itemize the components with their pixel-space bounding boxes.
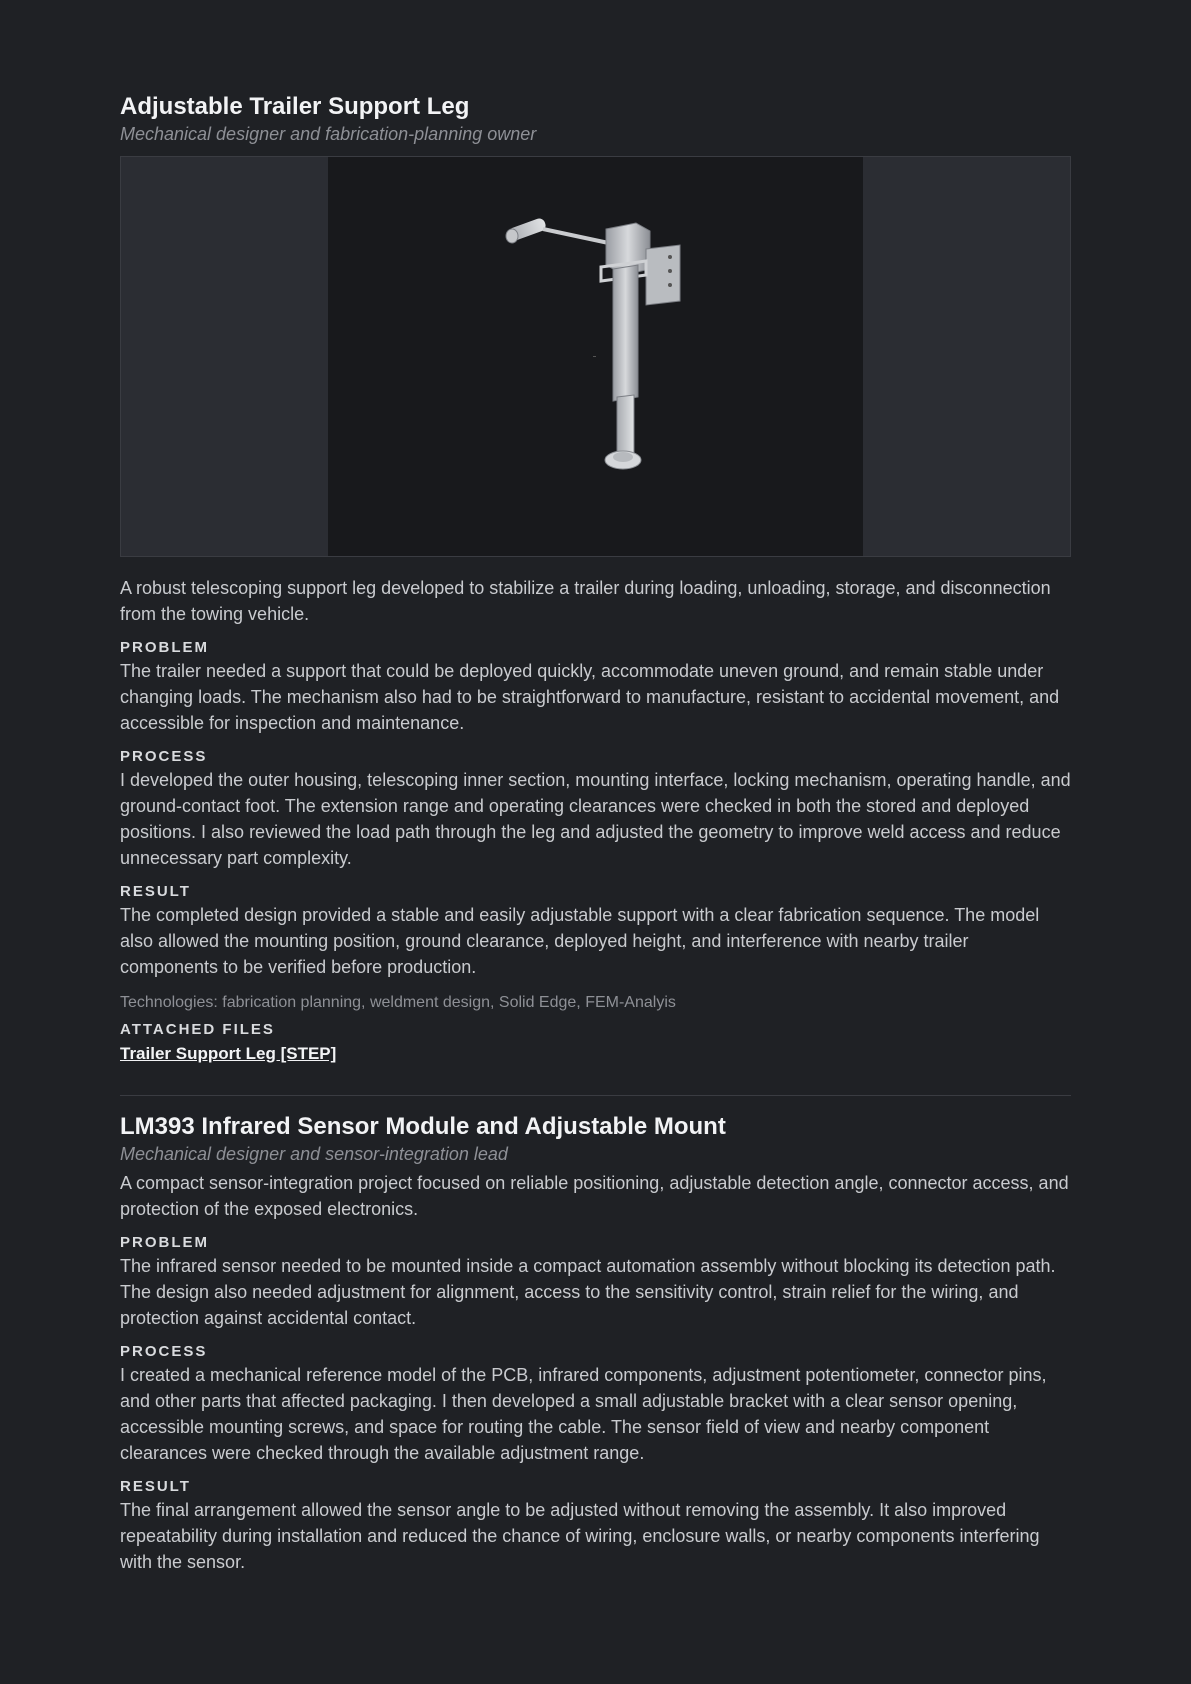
process-text: I developed the outer housing, telescoping inner section, mounting interface, locking mechanism, operating handle, and ground-contact foot. The extension range and operating clearances were checked in both the stored and deployed positions. I also reviewed the load path through the leg and adjusted the geometry to improve weld access and reduce unnecessary part complexity. — [120, 770, 1071, 868]
problem-label: PROBLEM — [120, 1234, 209, 1251]
result-text: The completed design provided a stable and easily adjustable support with a clear fabrication sequence. The model also allowed the mounting position, ground clearance, deployed height, and interference with nearby trailer components to be verified before production. — [120, 905, 1040, 977]
attached-files-label: ATTACHED FILES — [120, 1021, 275, 1038]
project-summary: A robust telescoping support leg developed to stabilize a trailer during loading, unloading, storage, and disconnection from the towing vehicle. — [120, 578, 1051, 624]
project-summary: A compact sensor-integration project focused on reliable positioning, adjustable detection angle, connector access, and protection of the exposed electronics. — [120, 1173, 1069, 1219]
result-label: RESULT — [120, 883, 191, 900]
process-text: I created a mechanical reference model of the PCB, infrared components, adjustment potentiometer, connector pins, and other parts that affected packaging. I then developed a small adjustable bracket with a clear sensor opening, accessible mounting screws, and space for routing the cable. The sensor field of view and nearby component clearances were checked through the available adjustment range. — [120, 1365, 1047, 1463]
trailer-leg-render — [328, 157, 863, 556]
outer-housing — [613, 265, 638, 401]
project-role: Mechanical designer and sensor-integration lead — [120, 1144, 508, 1164]
technologies-text: Technologies: fabrication planning, weldment design, Solid Edge, FEM-Analyis — [120, 994, 676, 1011]
step-file-link[interactable]: Trailer Support Leg [STEP] — [120, 1044, 337, 1063]
result-text: The final arrangement allowed the sensor angle to be adjusted without removing the assembly. It also improved repeatability during installation and reduced the chance of wiring, enclosure walls, or nearby components interfering with the sensor. — [120, 1500, 1040, 1572]
problem-text: The infrared sensor needed to be mounted inside a compact automation assembly without blocking its detection path. The design also needed adjustment for alignment, access to the sensitivity control, strain relief for the wiring, and protection against accidental contact. — [120, 1256, 1056, 1328]
portfolio-page — [120, 92, 1071, 1575]
project-image-frame — [120, 156, 1071, 557]
project-trailer-leg — [120, 92, 1071, 1065]
project-divider — [120, 1095, 1071, 1096]
ground-foot — [605, 451, 641, 469]
process-label: PROCESS — [120, 748, 208, 765]
inner-section — [617, 395, 634, 459]
process-label: PROCESS — [120, 1343, 208, 1360]
problem-label: PROBLEM — [120, 639, 209, 656]
project-title: LM393 Infrared Sensor Module and Adjustable Mount — [120, 1113, 726, 1140]
trailer-leg-model-image — [328, 157, 863, 556]
project-ir-sensor — [120, 1112, 1071, 1575]
problem-text: The trailer needed a support that could be deployed quickly, accommodate uneven ground, and remain stable under changing loads. The mechanism also had to be straightforward to manufacture, resistant to accidental movement, and accessible for inspection and maintenance. — [120, 661, 1060, 733]
crank-handle — [506, 217, 618, 245]
result-label: RESULT — [120, 1478, 191, 1495]
project-role: Mechanical designer and fabrication-planning owner — [120, 124, 537, 144]
project-title: Adjustable Trailer Support Leg — [120, 93, 470, 120]
